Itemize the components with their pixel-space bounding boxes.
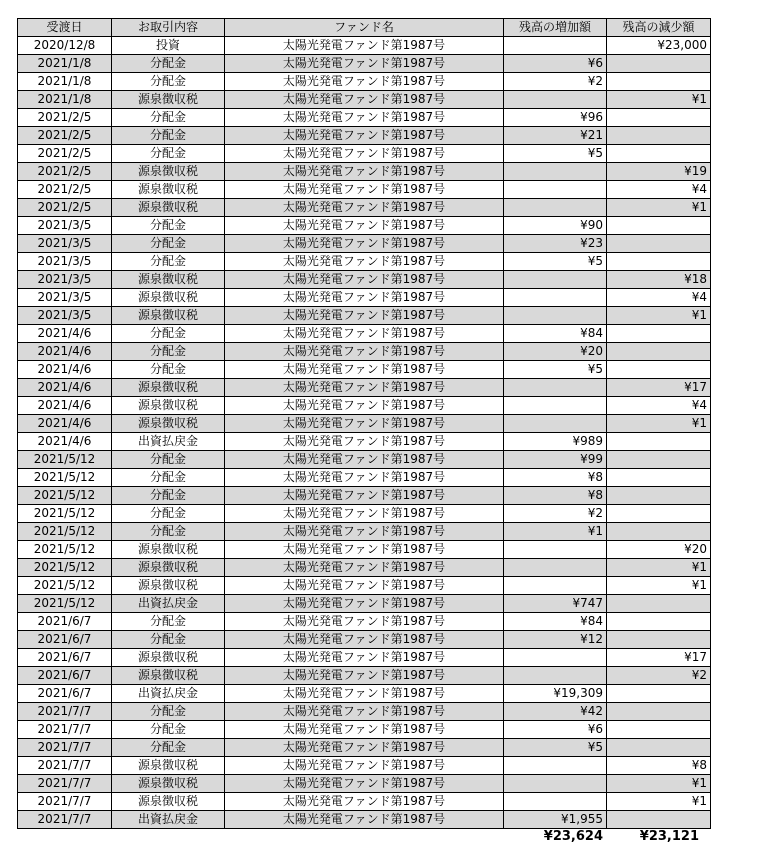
table-row [18,793,711,811]
cell-decrease [607,361,711,379]
cell-date: 2021/5/12 [18,451,112,469]
table-row [18,523,711,541]
cell-fund-name: 太陽光発電ファンド第1987号 [225,667,504,685]
cell-transaction-type: 分配金 [112,523,225,541]
cell-transaction-type: 源泉徴収税 [112,775,225,793]
cell-decrease [607,505,711,523]
cell-decrease: ¥17 [607,649,711,667]
cell-transaction-type: 出資払戻金 [112,685,225,703]
cell-decrease: ¥1 [607,91,711,109]
table-row [18,703,711,721]
cell-date: 2021/6/7 [18,631,112,649]
cell-increase [504,271,607,289]
totals-row [0,829,767,847]
table-row [18,325,711,343]
table-row [18,289,711,307]
cell-increase: ¥2 [504,505,607,523]
cell-decrease: ¥1 [607,307,711,325]
cell-transaction-type: 源泉徴収税 [112,757,225,775]
cell-fund-name: 太陽光発電ファンド第1987号 [225,145,504,163]
cell-decrease [607,253,711,271]
cell-fund-name: 太陽光発電ファンド第1987号 [225,487,504,505]
cell-transaction-type: 出資払戻金 [112,433,225,451]
cell-fund-name: 太陽光発電ファンド第1987号 [225,181,504,199]
cell-increase [504,793,607,811]
table-row [18,631,711,649]
header-transaction-type: お取引内容 [112,19,225,37]
cell-increase: ¥5 [504,145,607,163]
cell-increase: ¥5 [504,361,607,379]
table-row [18,37,711,55]
cell-date: 2021/2/5 [18,181,112,199]
cell-decrease [607,73,711,91]
cell-fund-name: 太陽光発電ファンド第1987号 [225,703,504,721]
cell-date: 2021/5/12 [18,559,112,577]
table-row [18,811,711,829]
cell-transaction-type: 分配金 [112,487,225,505]
table-row [18,55,711,73]
cell-transaction-type: 源泉徴収税 [112,415,225,433]
cell-increase: ¥99 [504,451,607,469]
cell-transaction-type: 出資払戻金 [112,811,225,829]
cell-transaction-type: 源泉徴収税 [112,577,225,595]
cell-fund-name: 太陽光発電ファンド第1987号 [225,235,504,253]
cell-date: 2021/3/5 [18,289,112,307]
cell-fund-name: 太陽光発電ファンド第1987号 [225,37,504,55]
cell-fund-name: 太陽光発電ファンド第1987号 [225,55,504,73]
cell-date: 2021/2/5 [18,199,112,217]
cell-increase [504,163,607,181]
cell-increase [504,37,607,55]
cell-transaction-type: 分配金 [112,253,225,271]
cell-decrease [607,451,711,469]
cell-date: 2021/5/12 [18,577,112,595]
cell-fund-name: 太陽光発電ファンド第1987号 [225,325,504,343]
table-row [18,469,711,487]
cell-decrease: ¥2 [607,667,711,685]
header-decrease: 残高の減少額 [607,19,711,37]
cell-date: 2021/2/5 [18,109,112,127]
cell-increase: ¥20 [504,343,607,361]
cell-date: 2021/5/12 [18,541,112,559]
cell-fund-name: 太陽光発電ファンド第1987号 [225,793,504,811]
cell-increase [504,667,607,685]
cell-increase: ¥6 [504,55,607,73]
cell-date: 2021/6/7 [18,649,112,667]
table-row [18,775,711,793]
transactions-table [17,18,711,829]
cell-decrease [607,739,711,757]
cell-fund-name: 太陽光発電ファンド第1987号 [225,649,504,667]
cell-transaction-type: 源泉徴収税 [112,397,225,415]
cell-decrease: ¥1 [607,793,711,811]
cell-date: 2021/6/7 [18,613,112,631]
cell-transaction-type: 源泉徴収税 [112,289,225,307]
cell-transaction-type: 投資 [112,37,225,55]
table-row [18,217,711,235]
cell-date: 2021/4/6 [18,379,112,397]
cell-decrease: ¥8 [607,757,711,775]
cell-decrease [607,235,711,253]
cell-date: 2021/1/8 [18,91,112,109]
table-row [18,235,711,253]
cell-decrease [607,109,711,127]
cell-date: 2021/2/5 [18,127,112,145]
cell-decrease: ¥19 [607,163,711,181]
table-row [18,559,711,577]
cell-increase: ¥5 [504,739,607,757]
cell-decrease [607,595,711,613]
table-row [18,577,711,595]
cell-increase: ¥19,309 [504,685,607,703]
cell-increase: ¥23 [504,235,607,253]
cell-decrease [607,343,711,361]
cell-decrease [607,325,711,343]
cell-decrease: ¥23,000 [607,37,711,55]
cell-transaction-type: 分配金 [112,145,225,163]
table-row [18,721,711,739]
cell-transaction-type: 分配金 [112,505,225,523]
cell-date: 2021/6/7 [18,685,112,703]
cell-transaction-type: 分配金 [112,127,225,145]
cell-increase: ¥1,955 [504,811,607,829]
table-row [18,595,711,613]
cell-date: 2021/7/7 [18,775,112,793]
cell-transaction-type: 源泉徴収税 [112,541,225,559]
cell-fund-name: 太陽光発電ファンド第1987号 [225,685,504,703]
cell-fund-name: 太陽光発電ファンド第1987号 [225,721,504,739]
cell-fund-name: 太陽光発電ファンド第1987号 [225,73,504,91]
cell-increase: ¥21 [504,127,607,145]
cell-fund-name: 太陽光発電ファンド第1987号 [225,343,504,361]
cell-increase: ¥42 [504,703,607,721]
table-row [18,73,711,91]
table-row [18,487,711,505]
cell-increase: ¥6 [504,721,607,739]
cell-decrease [607,631,711,649]
cell-transaction-type: 分配金 [112,343,225,361]
cell-decrease [607,811,711,829]
table-row [18,163,711,181]
total-increase: ¥23,624 [543,829,603,844]
cell-decrease [607,685,711,703]
cell-fund-name: 太陽光発電ファンド第1987号 [225,415,504,433]
table-row [18,451,711,469]
table-row [18,757,711,775]
cell-transaction-type: 分配金 [112,469,225,487]
cell-increase [504,379,607,397]
cell-date: 2021/4/6 [18,415,112,433]
cell-transaction-type: 源泉徴収税 [112,667,225,685]
cell-decrease: ¥1 [607,577,711,595]
cell-fund-name: 太陽光発電ファンド第1987号 [225,757,504,775]
cell-date: 2021/5/12 [18,523,112,541]
cell-increase: ¥84 [504,613,607,631]
table-row [18,541,711,559]
cell-fund-name: 太陽光発電ファンド第1987号 [225,595,504,613]
cell-increase [504,199,607,217]
cell-decrease [607,613,711,631]
table-row [18,109,711,127]
cell-transaction-type: 源泉徴収税 [112,181,225,199]
table-row [18,415,711,433]
table-row [18,397,711,415]
cell-transaction-type: 分配金 [112,73,225,91]
cell-fund-name: 太陽光発電ファンド第1987号 [225,739,504,757]
cell-date: 2021/4/6 [18,343,112,361]
cell-fund-name: 太陽光発電ファンド第1987号 [225,289,504,307]
cell-transaction-type: 分配金 [112,613,225,631]
cell-fund-name: 太陽光発電ファンド第1987号 [225,253,504,271]
cell-decrease [607,145,711,163]
table-row [18,613,711,631]
cell-fund-name: 太陽光発電ファンド第1987号 [225,559,504,577]
cell-transaction-type: 分配金 [112,451,225,469]
cell-increase: ¥989 [504,433,607,451]
cell-date: 2021/7/7 [18,739,112,757]
cell-increase: ¥96 [504,109,607,127]
cell-fund-name: 太陽光発電ファンド第1987号 [225,163,504,181]
cell-transaction-type: 分配金 [112,217,225,235]
cell-fund-name: 太陽光発電ファンド第1987号 [225,541,504,559]
table-row [18,271,711,289]
cell-increase: ¥5 [504,253,607,271]
header-row [18,19,711,37]
cell-decrease: ¥18 [607,271,711,289]
cell-increase: ¥1 [504,523,607,541]
table-row [18,649,711,667]
cell-fund-name: 太陽光発電ファンド第1987号 [225,577,504,595]
table-row [18,253,711,271]
cell-decrease: ¥4 [607,289,711,307]
cell-increase [504,559,607,577]
cell-fund-name: 太陽光発電ファンド第1987号 [225,217,504,235]
cell-decrease: ¥1 [607,199,711,217]
cell-increase: ¥12 [504,631,607,649]
cell-decrease: ¥20 [607,541,711,559]
cell-transaction-type: 分配金 [112,739,225,757]
header-date: 受渡日 [18,19,112,37]
cell-date: 2021/4/6 [18,325,112,343]
cell-date: 2021/7/7 [18,721,112,739]
cell-transaction-type: 源泉徴収税 [112,379,225,397]
cell-decrease [607,433,711,451]
cell-fund-name: 太陽光発電ファンド第1987号 [225,451,504,469]
cell-fund-name: 太陽光発電ファンド第1987号 [225,379,504,397]
cell-increase [504,541,607,559]
cell-fund-name: 太陽光発電ファンド第1987号 [225,775,504,793]
cell-fund-name: 太陽光発電ファンド第1987号 [225,433,504,451]
cell-date: 2021/1/8 [18,73,112,91]
cell-date: 2021/3/5 [18,271,112,289]
header-fund-name: ファンド名 [225,19,504,37]
cell-decrease [607,703,711,721]
cell-transaction-type: 分配金 [112,631,225,649]
cell-increase: ¥8 [504,469,607,487]
table-row [18,361,711,379]
cell-date: 2021/4/6 [18,397,112,415]
cell-transaction-type: 分配金 [112,109,225,127]
cell-transaction-type: 分配金 [112,325,225,343]
cell-transaction-type: 源泉徴収税 [112,271,225,289]
cell-decrease: ¥1 [607,559,711,577]
cell-fund-name: 太陽光発電ファンド第1987号 [225,505,504,523]
cell-fund-name: 太陽光発電ファンド第1987号 [225,91,504,109]
cell-decrease [607,523,711,541]
cell-transaction-type: 源泉徴収税 [112,307,225,325]
cell-increase: ¥747 [504,595,607,613]
cell-fund-name: 太陽光発電ファンド第1987号 [225,631,504,649]
cell-increase [504,91,607,109]
cell-fund-name: 太陽光発電ファンド第1987号 [225,361,504,379]
cell-decrease: ¥17 [607,379,711,397]
cell-transaction-type: 源泉徴収税 [112,199,225,217]
table-row [18,199,711,217]
cell-fund-name: 太陽光発電ファンド第1987号 [225,469,504,487]
total-decrease: ¥23,121 [639,829,699,844]
cell-fund-name: 太陽光発電ファンド第1987号 [225,271,504,289]
header-increase: 残高の増加額 [504,19,607,37]
cell-date: 2021/3/5 [18,235,112,253]
cell-decrease: ¥1 [607,775,711,793]
cell-date: 2021/2/5 [18,163,112,181]
cell-increase: ¥90 [504,217,607,235]
cell-date: 2021/3/5 [18,217,112,235]
cell-decrease [607,721,711,739]
cell-transaction-type: 分配金 [112,235,225,253]
cell-date: 2021/6/7 [18,667,112,685]
cell-increase [504,181,607,199]
cell-decrease: ¥4 [607,181,711,199]
cell-date: 2021/7/7 [18,811,112,829]
cell-decrease [607,127,711,145]
cell-increase [504,415,607,433]
cell-date: 2021/3/5 [18,253,112,271]
table-row [18,145,711,163]
cell-date: 2021/5/12 [18,595,112,613]
cell-decrease: ¥4 [607,397,711,415]
table-row [18,667,711,685]
table-row [18,307,711,325]
cell-increase [504,775,607,793]
cell-increase: ¥8 [504,487,607,505]
cell-transaction-type: 源泉徴収税 [112,559,225,577]
cell-transaction-type: 分配金 [112,703,225,721]
table-row [18,91,711,109]
cell-fund-name: 太陽光発電ファンド第1987号 [225,523,504,541]
cell-fund-name: 太陽光発電ファンド第1987号 [225,199,504,217]
table-row [18,127,711,145]
cell-decrease [607,217,711,235]
cell-date: 2021/1/8 [18,55,112,73]
cell-date: 2021/2/5 [18,145,112,163]
table-row [18,739,711,757]
cell-decrease [607,469,711,487]
table-row [18,379,711,397]
cell-transaction-type: 源泉徴収税 [112,163,225,181]
cell-fund-name: 太陽光発電ファンド第1987号 [225,307,504,325]
cell-transaction-type: 分配金 [112,55,225,73]
cell-increase [504,757,607,775]
cell-transaction-type: 分配金 [112,721,225,739]
cell-date: 2021/5/12 [18,469,112,487]
table-row [18,685,711,703]
cell-fund-name: 太陽光発電ファンド第1987号 [225,109,504,127]
cell-fund-name: 太陽光発電ファンド第1987号 [225,613,504,631]
cell-increase [504,577,607,595]
cell-date: 2021/4/6 [18,361,112,379]
cell-date: 2020/12/8 [18,37,112,55]
cell-increase [504,649,607,667]
cell-fund-name: 太陽光発電ファンド第1987号 [225,811,504,829]
cell-transaction-type: 源泉徴収税 [112,649,225,667]
cell-transaction-type: 出資払戻金 [112,595,225,613]
cell-date: 2021/3/5 [18,307,112,325]
table-row [18,433,711,451]
cell-date: 2021/7/7 [18,703,112,721]
cell-increase [504,397,607,415]
cell-increase [504,289,607,307]
cell-decrease: ¥1 [607,415,711,433]
table-row [18,181,711,199]
table-row [18,343,711,361]
cell-decrease [607,55,711,73]
cell-date: 2021/5/12 [18,487,112,505]
cell-increase: ¥2 [504,73,607,91]
cell-transaction-type: 源泉徴収税 [112,793,225,811]
cell-fund-name: 太陽光発電ファンド第1987号 [225,397,504,415]
cell-increase: ¥84 [504,325,607,343]
cell-transaction-type: 源泉徴収税 [112,91,225,109]
table-row [18,505,711,523]
cell-increase [504,307,607,325]
cell-transaction-type: 分配金 [112,361,225,379]
cell-date: 2021/7/7 [18,793,112,811]
cell-date: 2021/7/7 [18,757,112,775]
cell-date: 2021/5/12 [18,505,112,523]
cell-decrease [607,487,711,505]
cell-date: 2021/4/6 [18,433,112,451]
cell-fund-name: 太陽光発電ファンド第1987号 [225,127,504,145]
